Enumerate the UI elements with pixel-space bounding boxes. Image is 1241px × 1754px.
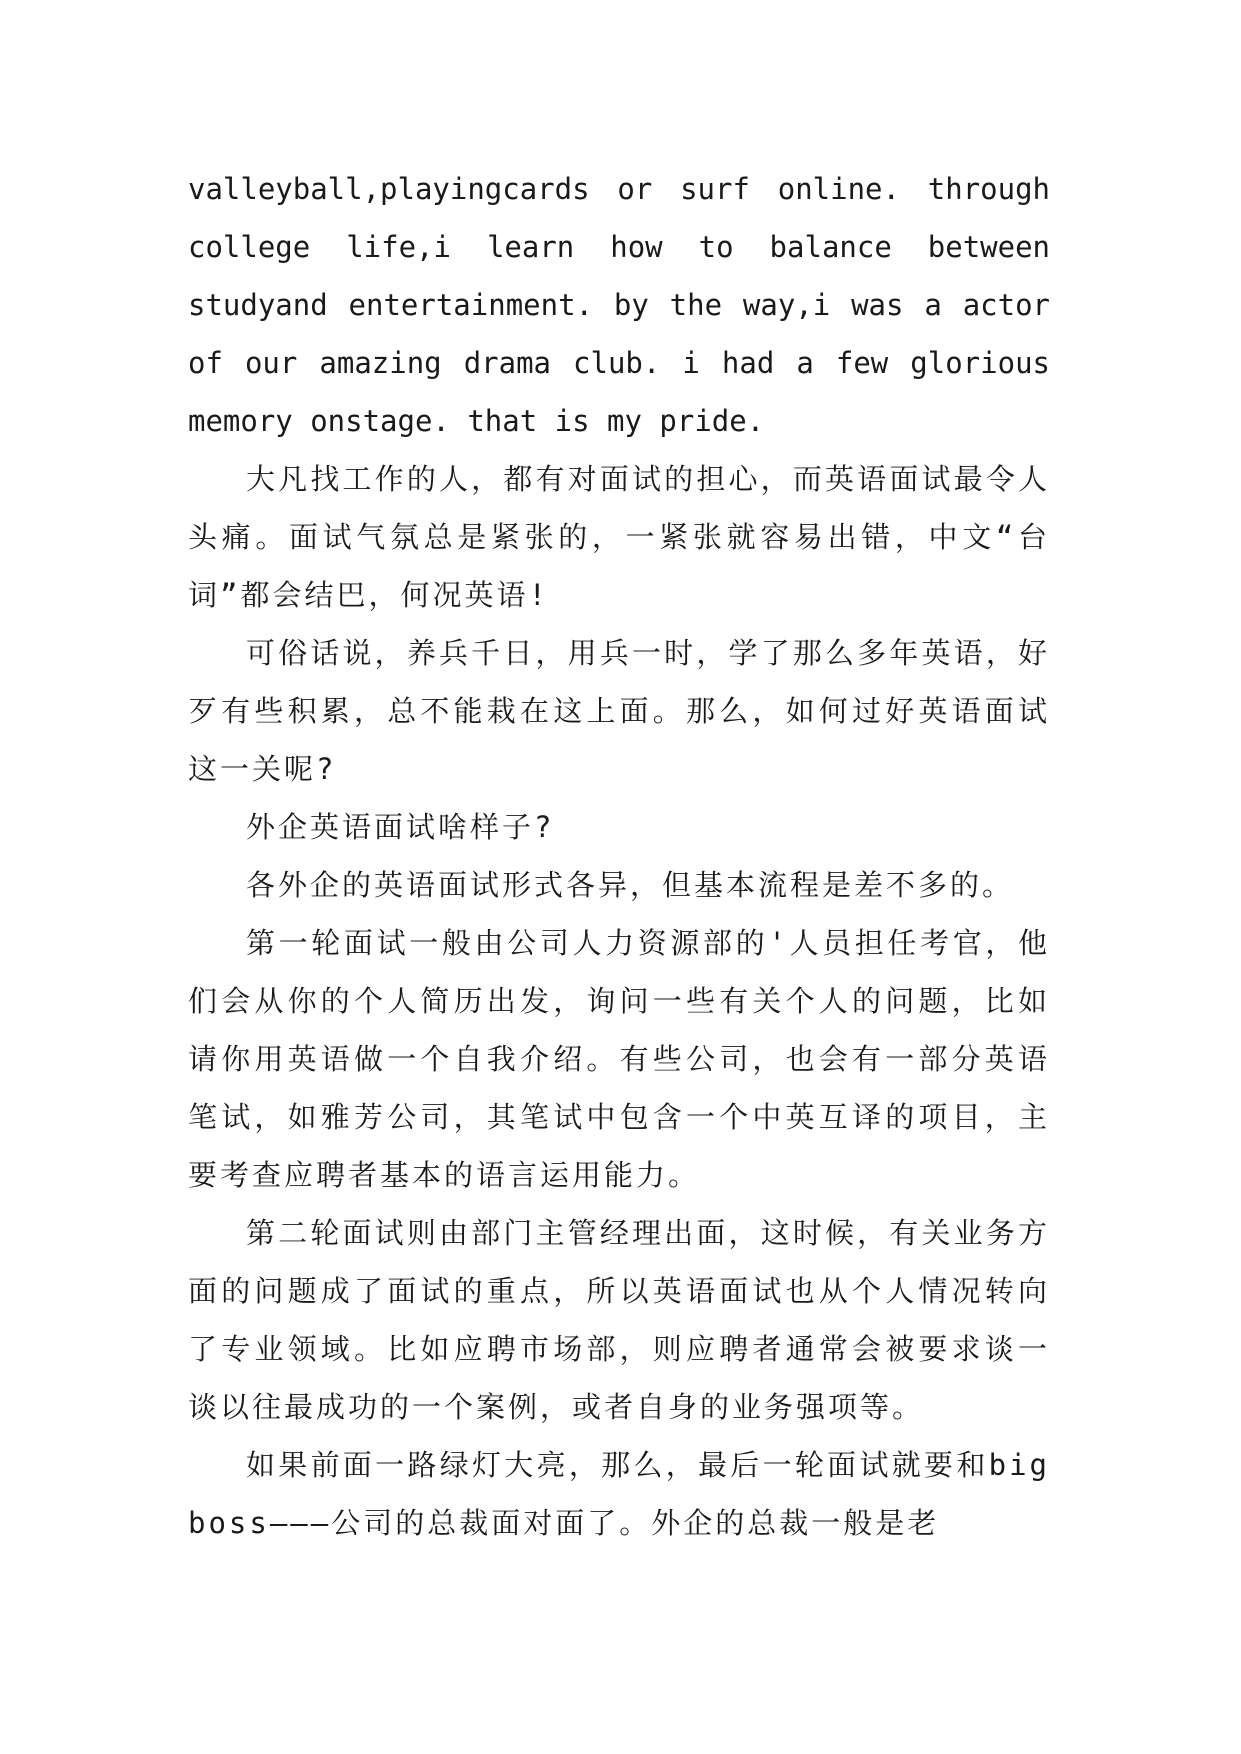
paragraph-interview-worry: 大凡找工作的人，都有对面试的担心，而英语面试最令人头痛。面试气氛总是紧张的，一紧张就容易出错，中文“台词”都会结巴，何况英语! — [188, 462, 1050, 612]
paragraph-format-overview: 各外企的英语面试形式各异，但基本流程是差不多的。 — [246, 868, 1015, 902]
document-body — [188, 160, 1050, 1552]
paragraph-second-round: 第二轮面试则由部门主管经理出面，这时候，有关业务方面的问题成了面试的重点，所以英语面试也从个人情况转向了专业领域。比如应聘市场部，则应聘者通常会被要求谈一谈以往最成功的一个案例，或者自身的业务强项等。 — [188, 1216, 1050, 1424]
paragraph-section-heading: 外企英语面试啥样子? — [246, 810, 555, 844]
paragraph-proverb: 可俗话说，养兵千日，用兵一时，学了那么多年英语，好歹有些积累，总不能栽在这上面。那么，如何过好英语面试这一关呢? — [188, 636, 1050, 786]
paragraph-first-round: 第一轮面试一般由公司人力资源部的'人员担任考官，他们会从你的个人简历出发，询问一些有关个人的问题，比如请你用英语做一个自我介绍。有些公司，也会有一部分英语笔试，如雅芳公司，其笔试中包含一个中英互译的项目，主要考查应聘者基本的语言运用能力。 — [188, 926, 1050, 1192]
paragraph-final-round: 如果前面一路绿灯大亮，那么，最后一轮面试就要和bigboss———公司的总裁面对面了。外企的总裁一般是老 — [188, 1448, 1050, 1540]
paragraph-english-continuation: valleyball,playingcards or surf online. through college life,i learn how to balance between studyand entertainment. by the way,i was a actor of our amazing drama club. i had a few glorious memory onstage. that is my pride. — [188, 172, 1050, 438]
